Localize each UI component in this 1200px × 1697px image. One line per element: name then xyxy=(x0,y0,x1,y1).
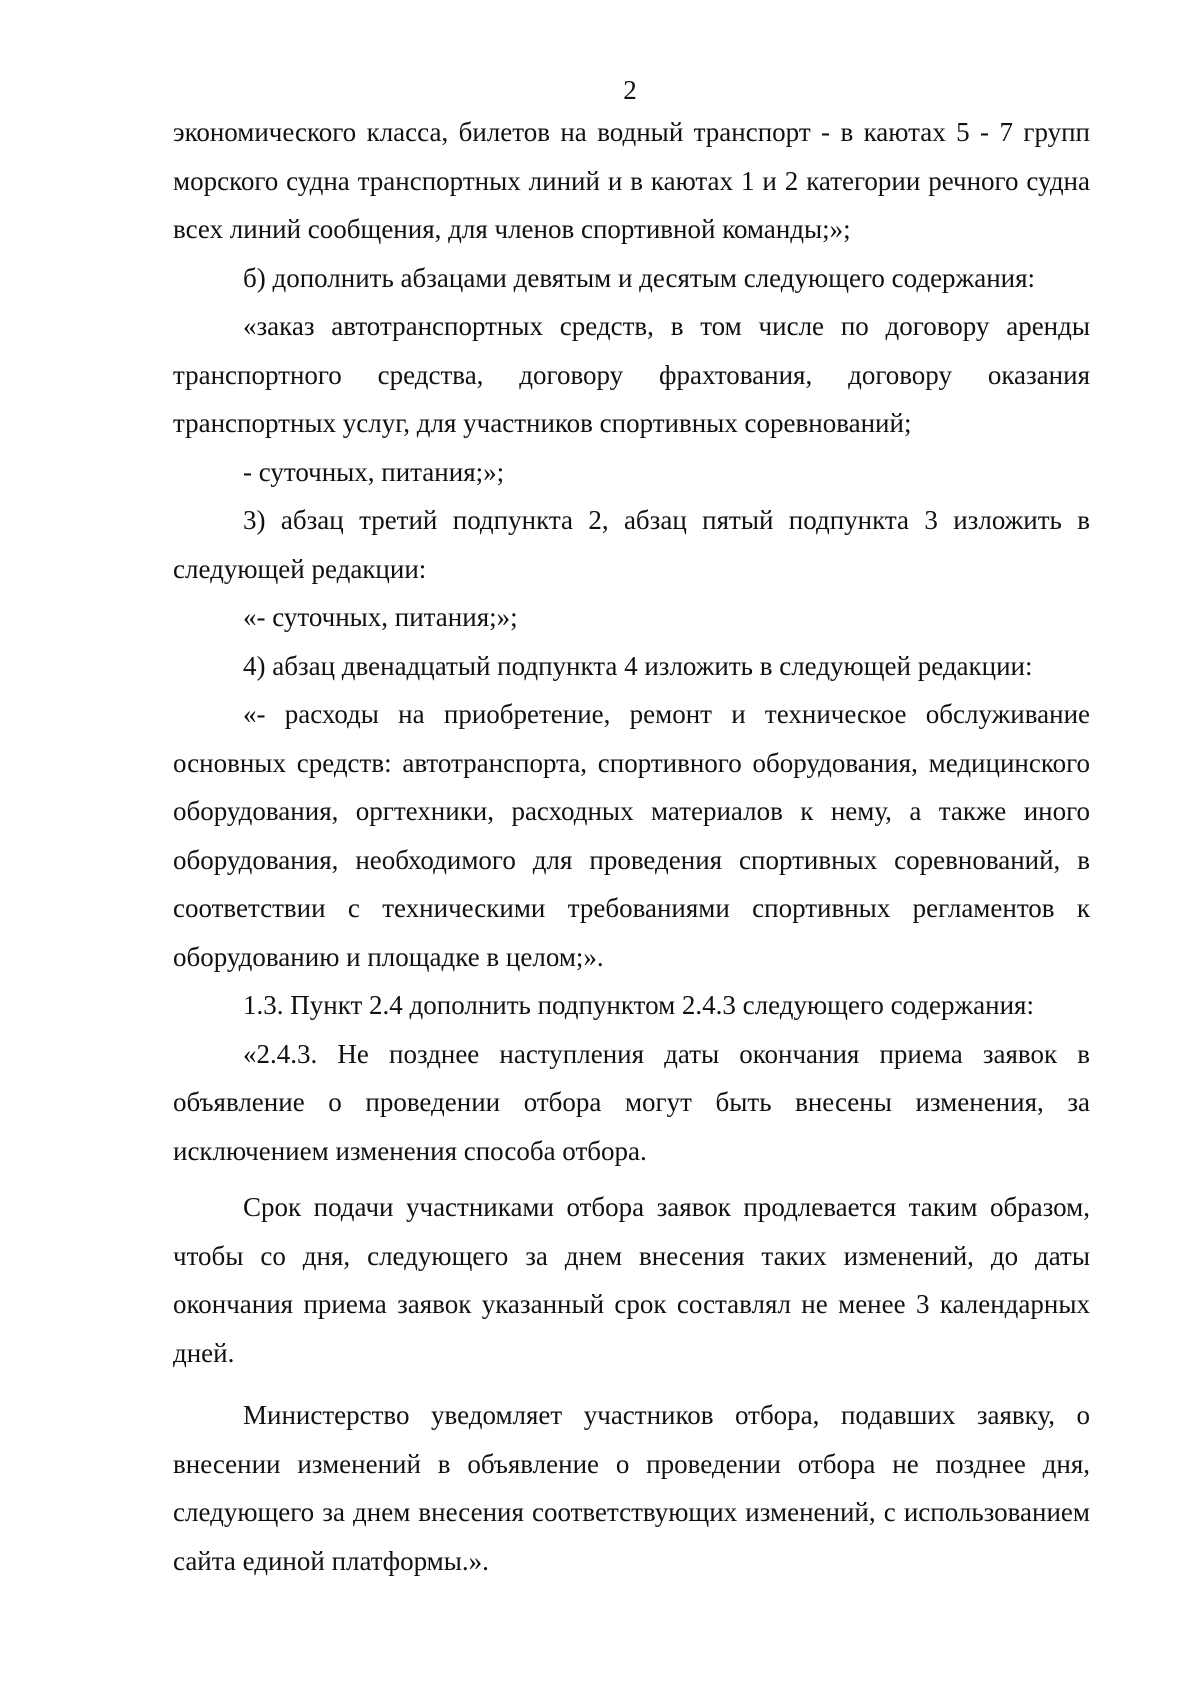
page-number: 2 xyxy=(623,75,637,105)
document-body xyxy=(173,108,1090,1585)
paragraph: 4) абзац двенадцатый подпункта 4 изложить в следующей редакции: xyxy=(243,650,1033,681)
paragraph: б) дополнить абзацами девятым и десятым следующего содержания: xyxy=(243,262,1036,293)
paragraph: «- суточных, питания;»; xyxy=(243,602,518,632)
paragraph: - суточных, питания;»; xyxy=(243,456,505,487)
paragraph-continuation: экономического класса, билетов на водный транспорт - в каютах 5 - 7 групп морского судна транспортных линий и в каютах 1 и 2 категории речного судна всех линий сообщения, для членов спортивной команды;»; xyxy=(173,117,1090,244)
paragraph: «- расходы на приобретение, ремонт и техническое обслуживание основных средств: автотранспорта, спортивного оборудования, медицинского оборудования, оргтехники, расходных материалов к нему, а также иного оборудования, необходимого для проведения спортивных соревнований, в соответствии с техническими требованиями спортивных регламентов к оборудованию и площадке в целом;». xyxy=(173,699,1090,972)
paragraph: Министерство уведомляет участников отбора, подавших заявку, о внесении изменений в объявление о проведении отбора не позднее дня, следующего за днем внесения соответствующих изменений, с использованием сайта единой платформы.». xyxy=(173,1400,1090,1576)
paragraph: «заказ автотранспортных средств, в том числе по договору аренды транспортного средства, договору фрахтования, договору оказания транспортных услуг, для участников спортивных соревнований; xyxy=(173,311,1090,438)
paragraph: «2.4.3. Не позднее наступления даты окончания приема заявок в объявление о проведении отбора могут быть внесены изменения, за исключением изменения способа отбора. xyxy=(173,1038,1090,1166)
paragraph: Срок подачи участниками отбора заявок продлевается таким образом, чтобы со дня, следующего за днем внесения таких изменений, до даты окончания приема заявок указанный срок составлял не менее 3 календарных дней. xyxy=(173,1192,1090,1368)
paragraph: 1.3. Пункт 2.4 дополнить подпунктом 2.4.3 следующего содержания: xyxy=(243,990,1034,1020)
paragraph: 3) абзац третий подпункта 2, абзац пятый подпункта 3 изложить в следующей редакции: xyxy=(173,505,1090,584)
